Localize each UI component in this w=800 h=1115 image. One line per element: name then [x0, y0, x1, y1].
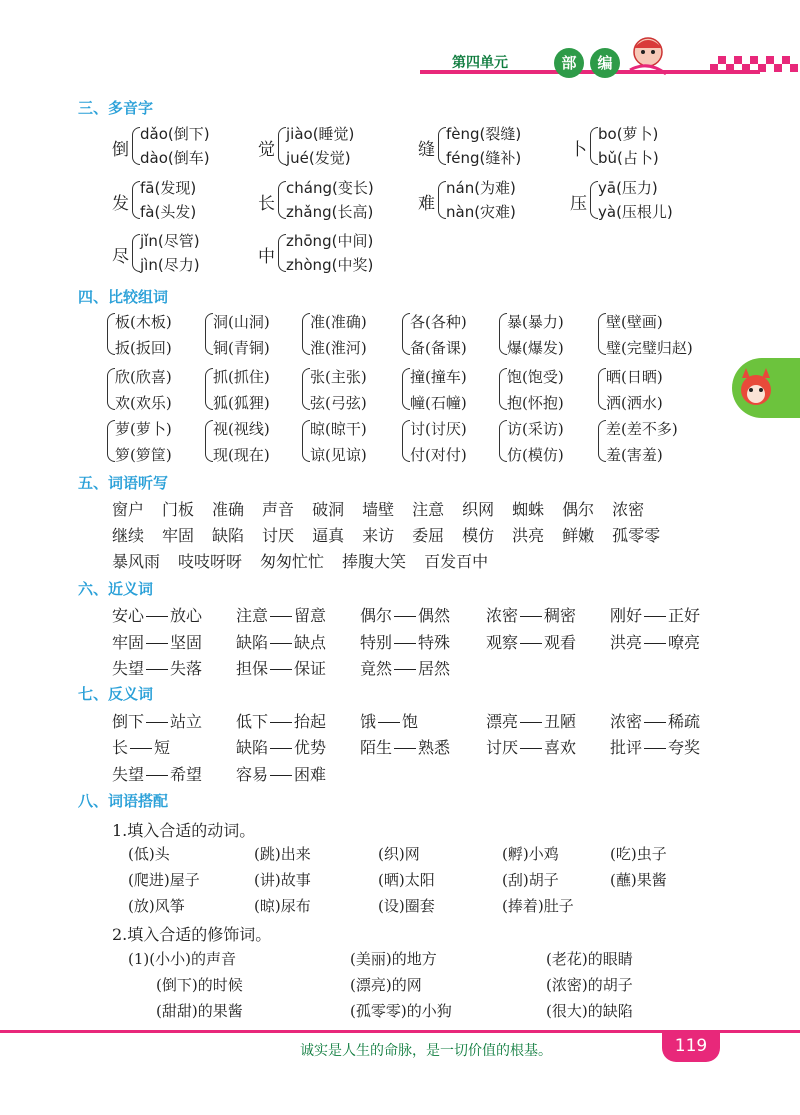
- antonyms-pair: [486, 735, 576, 758]
- section-polyphones: 三、多音字: [78, 99, 154, 117]
- pair-left: 批评: [610, 738, 643, 757]
- verb-item: (晒)太阳: [378, 871, 435, 889]
- compare-word: 抱(怀抱): [507, 394, 564, 412]
- verb-item: (低)头: [128, 845, 170, 863]
- synonyms-pair: [360, 630, 450, 653]
- dictation-word: 偶尔: [562, 500, 595, 519]
- pair-left: 刚好: [610, 606, 643, 625]
- compare-word: 暴(暴力): [507, 313, 564, 331]
- pair-left: 陌生: [360, 738, 393, 757]
- dash-line: [394, 616, 416, 617]
- dictation-word: 洪亮: [512, 526, 545, 545]
- poly-char: 倒: [112, 140, 129, 160]
- page-number: 119: [662, 1030, 720, 1062]
- poly-reading: fā(发现): [140, 179, 197, 197]
- compare-word: 张(主张): [310, 368, 367, 386]
- brace-icon: [402, 420, 410, 462]
- dictation-word: 准确: [212, 500, 245, 519]
- poly-char: 中: [258, 247, 275, 267]
- pair-left: 失望: [112, 659, 145, 678]
- compare-word: 弦(弓弦): [310, 394, 367, 412]
- antonyms-pair: [486, 709, 576, 732]
- pair-right: 正好: [668, 606, 701, 625]
- poly-char: 缝: [418, 140, 435, 160]
- poly-reading: zhōng(中间): [286, 232, 374, 250]
- poly-reading: yā(压力): [598, 179, 658, 197]
- pair-left: 特别: [360, 633, 393, 652]
- pair-left: 讨厌: [486, 738, 519, 757]
- dash-line: [146, 616, 168, 617]
- dash-line: [644, 748, 666, 749]
- dictation-word: 缺陷: [212, 526, 245, 545]
- compare-word: 谅(见谅): [310, 446, 367, 464]
- dash-line: [146, 643, 168, 644]
- dictation-word: 声音: [262, 500, 295, 519]
- modifier-item: (倒下)的时候: [156, 976, 243, 994]
- verb-item: (捧着)肚子: [502, 897, 574, 915]
- pair-right: 夸奖: [668, 738, 701, 757]
- synonyms-pair: [112, 630, 202, 653]
- poly-reading: nàn(灾难): [446, 203, 516, 221]
- pair-right: 短: [154, 738, 171, 757]
- dictation-word: 浓密: [612, 500, 645, 519]
- pair-left: 失望: [112, 765, 145, 784]
- question-2: 2.填入合适的修饰词。: [112, 925, 272, 944]
- dash-line: [644, 643, 666, 644]
- pair-right: 放心: [170, 606, 203, 625]
- dictation-word: 牢固: [162, 526, 195, 545]
- compare-word: 视(视线): [213, 420, 270, 438]
- compare-word: 差(差不多): [606, 420, 678, 438]
- dash-line: [270, 722, 292, 723]
- dictation-word: 吱吱呀呀: [178, 552, 243, 571]
- poly-char: 卜: [570, 140, 587, 160]
- pair-right: 站立: [170, 712, 203, 731]
- compare-word: 欣(欣喜): [115, 368, 172, 386]
- dash-line: [146, 669, 168, 670]
- girl-mascot-icon: [620, 30, 680, 80]
- dictation-word: 鲜嫩: [562, 526, 595, 545]
- antonyms-pair: [610, 735, 700, 758]
- poly-char: 压: [570, 194, 587, 214]
- modifier-item: (老花)的眼睛: [546, 950, 633, 968]
- compare-word: 狐(狐狸): [213, 394, 270, 412]
- compare-word: 洒(洒水): [606, 394, 663, 412]
- pair-left: 饿: [360, 712, 377, 731]
- compare-word: 扳(扳回): [115, 339, 172, 357]
- badge-bian: 编: [590, 48, 620, 78]
- brace-icon: [499, 420, 507, 462]
- pair-left: 牢固: [112, 633, 145, 652]
- antonyms-pair: [360, 735, 450, 758]
- synonyms-pair: [112, 656, 202, 679]
- dash-line: [378, 722, 400, 723]
- dictation-word: 逼真: [312, 526, 345, 545]
- dash-line: [520, 748, 542, 749]
- dictation-word: 孤零零: [612, 526, 661, 545]
- compare-word: 洞(山洞): [213, 313, 270, 331]
- synonyms-pair: [610, 630, 700, 653]
- synonyms-pair: [112, 603, 202, 626]
- dash-line: [520, 616, 542, 617]
- pair-right: 喜欢: [544, 738, 577, 757]
- compare-word: 抓(抓住): [213, 368, 270, 386]
- pair-right: 失落: [170, 659, 203, 678]
- pair-left: 观察: [486, 633, 519, 652]
- synonyms-pair: [486, 603, 576, 626]
- compare-word: 讨(讨厌): [410, 420, 467, 438]
- compare-word: 现(现在): [213, 446, 270, 464]
- verb-item: (讲)故事: [254, 871, 311, 889]
- compare-word: 爆(爆发): [507, 339, 564, 357]
- compare-word: 淮(淮河): [310, 339, 367, 357]
- dictation-row: [112, 523, 678, 546]
- brace-icon: [205, 368, 213, 410]
- dash-line: [394, 643, 416, 644]
- verb-item: (吃)虫子: [610, 845, 667, 863]
- dictation-word: 来访: [362, 526, 395, 545]
- poly-reading: yà(压根儿): [598, 203, 673, 221]
- pair-right: 居然: [418, 659, 451, 678]
- dash-line: [270, 748, 292, 749]
- synonyms-pair: [236, 603, 326, 626]
- pair-left: 缺陷: [236, 738, 269, 757]
- antonyms-pair: [112, 762, 202, 785]
- compare-word: 璧(完璧归赵): [606, 339, 693, 357]
- brace-icon: [302, 368, 310, 410]
- poly-reading: dào(倒车): [140, 149, 210, 167]
- dictation-word: 捧腹大笑: [342, 552, 407, 571]
- brace-icon: [132, 127, 140, 165]
- compare-word: 撞(撞车): [410, 368, 467, 386]
- poly-reading: dǎo(倒下): [140, 125, 210, 143]
- pair-right: 缺点: [294, 633, 327, 652]
- pair-right: 优势: [294, 738, 327, 757]
- compare-word: 萝(萝卜): [115, 420, 172, 438]
- pair-left: 倒下: [112, 712, 145, 731]
- section-dictation: 五、词语听写: [78, 474, 169, 492]
- poly-char: 觉: [258, 140, 275, 160]
- pair-right: 嘹亮: [668, 633, 701, 652]
- brace-icon: [107, 313, 115, 355]
- dash-line: [644, 722, 666, 723]
- brace-icon: [278, 127, 286, 165]
- modifier-item: (孤零零)的小狗: [350, 1002, 452, 1020]
- question-1: 1.填入合适的动词。: [112, 821, 256, 840]
- compare-word: 壁(壁画): [606, 313, 663, 331]
- compare-word: 幢(石幢): [410, 394, 467, 412]
- pair-left: 缺陷: [236, 633, 269, 652]
- compare-word: 各(各种): [410, 313, 467, 331]
- pair-left: 浓密: [610, 712, 643, 731]
- brace-icon: [402, 368, 410, 410]
- pair-left: 容易: [236, 765, 269, 784]
- brace-icon: [598, 420, 606, 462]
- pair-right: 希望: [170, 765, 203, 784]
- compare-word: 准(准确): [310, 313, 367, 331]
- compare-word: 饱(饱受): [507, 368, 564, 386]
- verb-item: (爬进)屋子: [128, 871, 200, 889]
- brace-icon: [107, 420, 115, 462]
- brace-icon: [302, 420, 310, 462]
- poly-reading: bo(萝卜): [598, 125, 659, 143]
- poly-char: 尽: [112, 247, 129, 267]
- dash-line: [644, 616, 666, 617]
- verb-item: (放)风筝: [128, 897, 185, 915]
- pair-right: 丑陋: [544, 712, 577, 731]
- pair-left: 担保: [236, 659, 269, 678]
- synonyms-pair: [360, 603, 450, 626]
- poly-reading: jǐn(尽管): [140, 232, 200, 250]
- verb-item: (织)网: [378, 845, 420, 863]
- verb-item: (晾)尿布: [254, 897, 311, 915]
- verb-item: (孵)小鸡: [502, 845, 559, 863]
- pair-right: 坚固: [170, 633, 203, 652]
- verb-item: (刮)胡子: [502, 871, 559, 889]
- dictation-word: 门板: [162, 500, 195, 519]
- dictation-word: 百发百中: [424, 552, 489, 571]
- dictation-word: 蜘蛛: [512, 500, 545, 519]
- pair-right: 留意: [294, 606, 327, 625]
- poly-reading: fà(头发): [140, 203, 197, 221]
- pair-right: 抬起: [294, 712, 327, 731]
- brace-icon: [402, 313, 410, 355]
- compare-word: 羞(害羞): [606, 446, 663, 464]
- dash-line: [394, 669, 416, 670]
- dash-line: [146, 775, 168, 776]
- pair-left: 长: [112, 738, 129, 757]
- section-compare: 四、比较组词: [78, 288, 169, 306]
- brace-icon: [499, 368, 507, 410]
- dictation-word: 破洞: [312, 500, 345, 519]
- brace-icon: [132, 181, 140, 219]
- modifier-item: (很大)的缺陷: [546, 1002, 633, 1020]
- poly-reading: jiào(睡觉): [286, 125, 355, 143]
- brace-icon: [438, 181, 446, 219]
- brace-icon: [590, 127, 598, 165]
- poly-reading: jué(发觉): [286, 149, 351, 167]
- brace-icon: [590, 181, 598, 219]
- dash-line: [270, 616, 292, 617]
- pair-right: 熟悉: [418, 738, 451, 757]
- dash-line: [520, 643, 542, 644]
- poly-reading: nán(为难): [446, 179, 516, 197]
- compare-word: 箩(箩筐): [115, 446, 172, 464]
- modifier-item: (1)(小小)的声音: [128, 950, 236, 968]
- dictation-row: [112, 497, 662, 520]
- compare-word: 晒(日晒): [606, 368, 663, 386]
- modifier-item: (浓密)的胡子: [546, 976, 633, 994]
- dash-line: [520, 722, 542, 723]
- verb-item: (跳)出来: [254, 845, 311, 863]
- modifier-item: (甜甜)的果酱: [156, 1002, 243, 1020]
- compare-word: 欢(欢乐): [115, 394, 172, 412]
- dictation-word: 注意: [412, 500, 445, 519]
- pair-left: 漂亮: [486, 712, 519, 731]
- dash-line: [270, 775, 292, 776]
- compare-word: 板(木板): [115, 313, 172, 331]
- dictation-word: 匆匆忙忙: [260, 552, 325, 571]
- antonyms-pair: [236, 762, 326, 785]
- antonyms-pair: [236, 709, 326, 732]
- modifier-item: (漂亮)的网: [350, 976, 422, 994]
- dash-line: [130, 748, 152, 749]
- brace-icon: [598, 313, 606, 355]
- poly-char: 长: [258, 194, 275, 214]
- brace-icon: [499, 313, 507, 355]
- pair-left: 低下: [236, 712, 269, 731]
- pair-left: 洪亮: [610, 633, 643, 652]
- synonyms-pair: [236, 656, 326, 679]
- pair-left: 注意: [236, 606, 269, 625]
- brace-icon: [205, 313, 213, 355]
- compare-word: 访(采访): [507, 420, 564, 438]
- poly-reading: zhǎng(长高): [286, 203, 374, 221]
- pair-right: 偶然: [418, 606, 451, 625]
- dictation-word: 织网: [462, 500, 495, 519]
- pair-left: 安心: [112, 606, 145, 625]
- compare-word: 付(对付): [410, 446, 467, 464]
- dash-line: [394, 748, 416, 749]
- section-collocation: 八、词语搭配: [78, 792, 169, 810]
- antonyms-pair: [610, 709, 700, 732]
- pair-left: 浓密: [486, 606, 519, 625]
- verb-item: (蘸)果酱: [610, 871, 667, 889]
- poly-reading: jìn(尽力): [140, 256, 200, 274]
- dictation-word: 讨厌: [262, 526, 295, 545]
- dictation-row: [112, 549, 506, 572]
- poly-reading: cháng(变长): [286, 179, 374, 197]
- antonyms-pair: [236, 735, 326, 758]
- pair-right: 特殊: [418, 633, 451, 652]
- poly-reading: féng(缝补): [446, 149, 522, 167]
- fox-mascot-icon: [736, 366, 776, 410]
- synonyms-pair: [360, 656, 450, 679]
- poly-reading: bǔ(占卜): [598, 149, 659, 167]
- poly-char: 难: [418, 194, 435, 214]
- synonyms-pair: [486, 630, 576, 653]
- pair-left: 竟然: [360, 659, 393, 678]
- dictation-word: 模仿: [462, 526, 495, 545]
- antonyms-pair: [112, 735, 170, 758]
- compare-word: 仿(模仿): [507, 446, 564, 464]
- brace-icon: [278, 234, 286, 272]
- dictation-word: 继续: [112, 526, 145, 545]
- pair-right: 稀疏: [668, 712, 701, 731]
- antonyms-pair: [112, 709, 202, 732]
- dictation-word: 委屈: [412, 526, 445, 545]
- compare-word: 备(备课): [410, 339, 467, 357]
- poly-reading: fèng(裂缝): [446, 125, 522, 143]
- pair-right: 饱: [402, 712, 419, 731]
- brace-icon: [302, 313, 310, 355]
- badge-bu: 部: [554, 48, 584, 78]
- pair-right: 保证: [294, 659, 327, 678]
- brace-icon: [107, 368, 115, 410]
- brace-icon: [438, 127, 446, 165]
- section-synonyms: 六、近义词: [78, 580, 154, 598]
- dash-line: [270, 643, 292, 644]
- brace-icon: [132, 234, 140, 272]
- synonyms-pair: [610, 603, 700, 626]
- brace-icon: [598, 368, 606, 410]
- unit-title: 第四单元: [452, 55, 508, 71]
- pair-right: 观看: [544, 633, 577, 652]
- brace-icon: [278, 181, 286, 219]
- poly-reading: zhòng(中奖): [286, 256, 374, 274]
- synonyms-pair: [236, 630, 326, 653]
- pair-right: 困难: [294, 765, 327, 784]
- footer-motto: 诚实是人生的命脉，是一切价值的根基。: [300, 1043, 552, 1059]
- compare-word: 铜(青铜): [213, 339, 270, 357]
- modifier-item: (美丽)的地方: [350, 950, 437, 968]
- antonyms-pair: [360, 709, 418, 732]
- pair-right: 稠密: [544, 606, 577, 625]
- brace-icon: [205, 420, 213, 462]
- poly-char: 发: [112, 194, 129, 214]
- verb-item: (设)圈套: [378, 897, 435, 915]
- dictation-word: 窗户: [112, 500, 145, 519]
- compare-word: 晾(晾干): [310, 420, 367, 438]
- pair-left: 偶尔: [360, 606, 393, 625]
- dictation-word: 墙壁: [362, 500, 395, 519]
- section-antonyms: 七、反义词: [78, 685, 154, 703]
- dash-line: [146, 722, 168, 723]
- dash-line: [270, 669, 292, 670]
- dictation-word: 暴风雨: [112, 552, 161, 571]
